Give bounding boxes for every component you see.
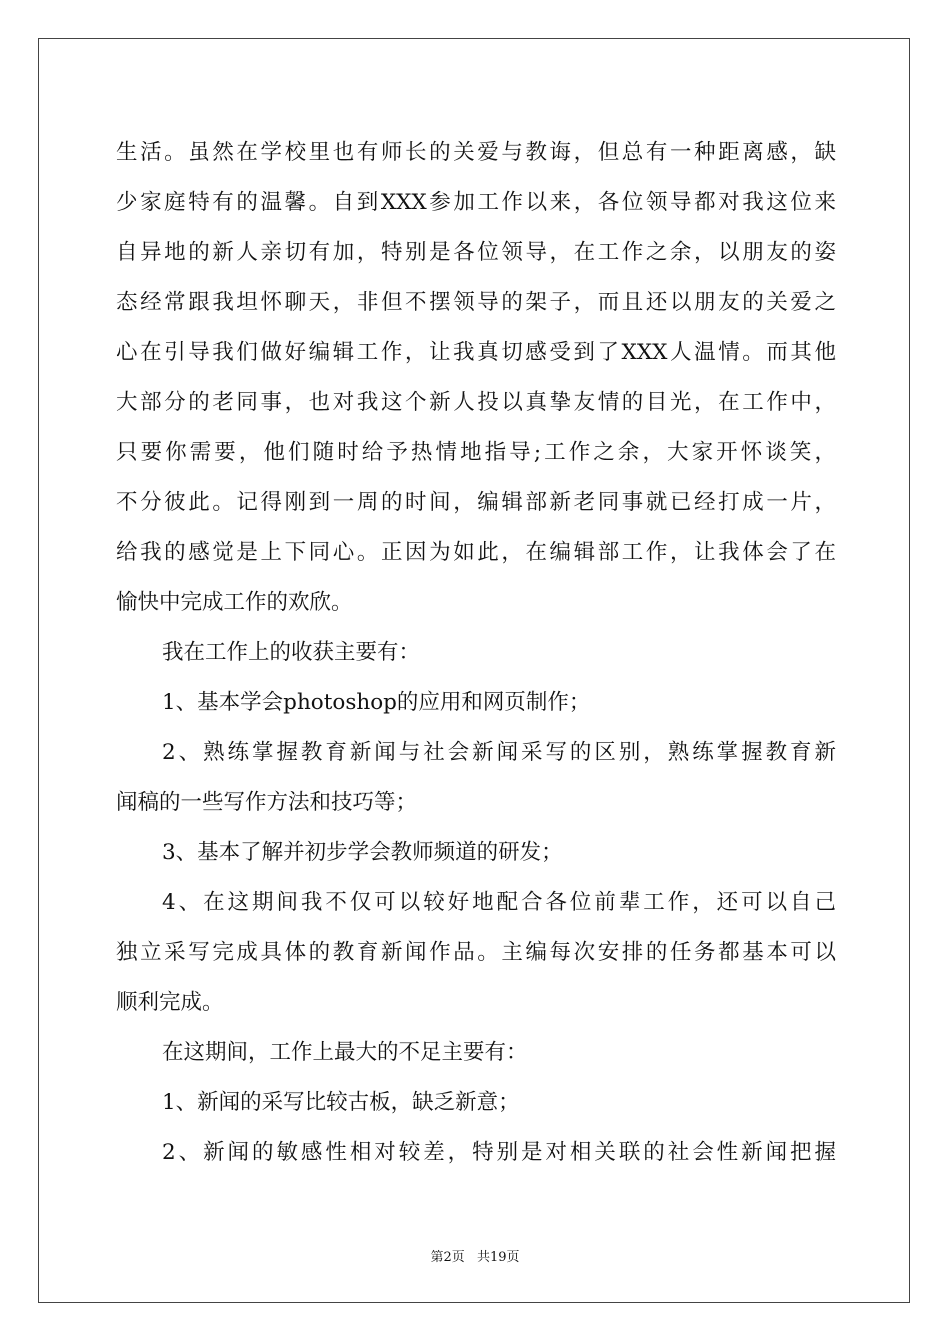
text-line-19: 在这期间，工作上最大的不足主要有： <box>162 1040 528 1065</box>
text-line-21: 2、新闻的敏感性相对较差，特别是对相关联的社会性新闻把握 <box>162 1140 836 1165</box>
text-line-15: 3、基本了解并初步学会教师频道的研发； <box>162 840 563 865</box>
page-number: 第2页 <box>430 1250 465 1265</box>
text-line-7: 只要你需要，他们随时给予热情地指导;工作之余，大家开怀谈笑， <box>116 440 836 465</box>
text-line-18: 顺利完成。 <box>116 990 224 1015</box>
text-line-4: 态经常跟我坦怀聊天，非但不摆领导的架子，而且还以朋友的关爱之 <box>116 290 836 315</box>
page-total: 共19页 <box>476 1250 520 1265</box>
text-line-16: 4、在这期间我不仅可以较好地配合各位前辈工作，还可以自己 <box>162 890 836 915</box>
text-line-11: 我在工作上的收获主要有： <box>162 640 421 665</box>
text-line-12: 1、基本学会photoshop的应用和网页制作； <box>162 690 591 715</box>
document-body <box>116 128 836 1178</box>
text-line-13: 2、熟练掌握教育新闻与社会新闻采写的区别，熟练掌握教育新 <box>162 740 836 765</box>
text-line-2: 少家庭特有的温馨。自到XXX参加工作以来，各位领导都对我这位来 <box>116 190 836 215</box>
text-line-14: 闻稿的一些写作方法和技巧等； <box>116 790 418 815</box>
text-line-6: 大部分的老同事，也对我这个新人投以真挚友情的目光，在工作中， <box>116 390 836 415</box>
text-line-8: 不分彼此。记得刚到一周的时间，编辑部新老同事就已经打成一片， <box>116 490 836 515</box>
text-line-9: 给我的感觉是上下同心。正因为如此，在编辑部工作，让我体会了在 <box>116 540 836 565</box>
text-line-10: 愉快中完成工作的欢欣。 <box>116 590 353 615</box>
text-line-17: 独立采写完成具体的教育新闻作品。主编每次安排的任务都基本可以 <box>116 940 836 965</box>
text-line-5: 心在引导我们做好编辑工作，让我真切感受到了XXX人温情。而其他 <box>116 340 836 365</box>
text-line-20: 1、新闻的采写比较古板，缺乏新意； <box>162 1090 520 1115</box>
text-line-1: 生活。虽然在学校里也有师长的关爱与教诲，但总有一种距离感，缺 <box>116 140 836 165</box>
page-footer <box>0 1246 950 1265</box>
text-line-3: 自异地的新人亲切有加，特别是各位领导，在工作之余，以朋友的姿 <box>116 240 836 265</box>
